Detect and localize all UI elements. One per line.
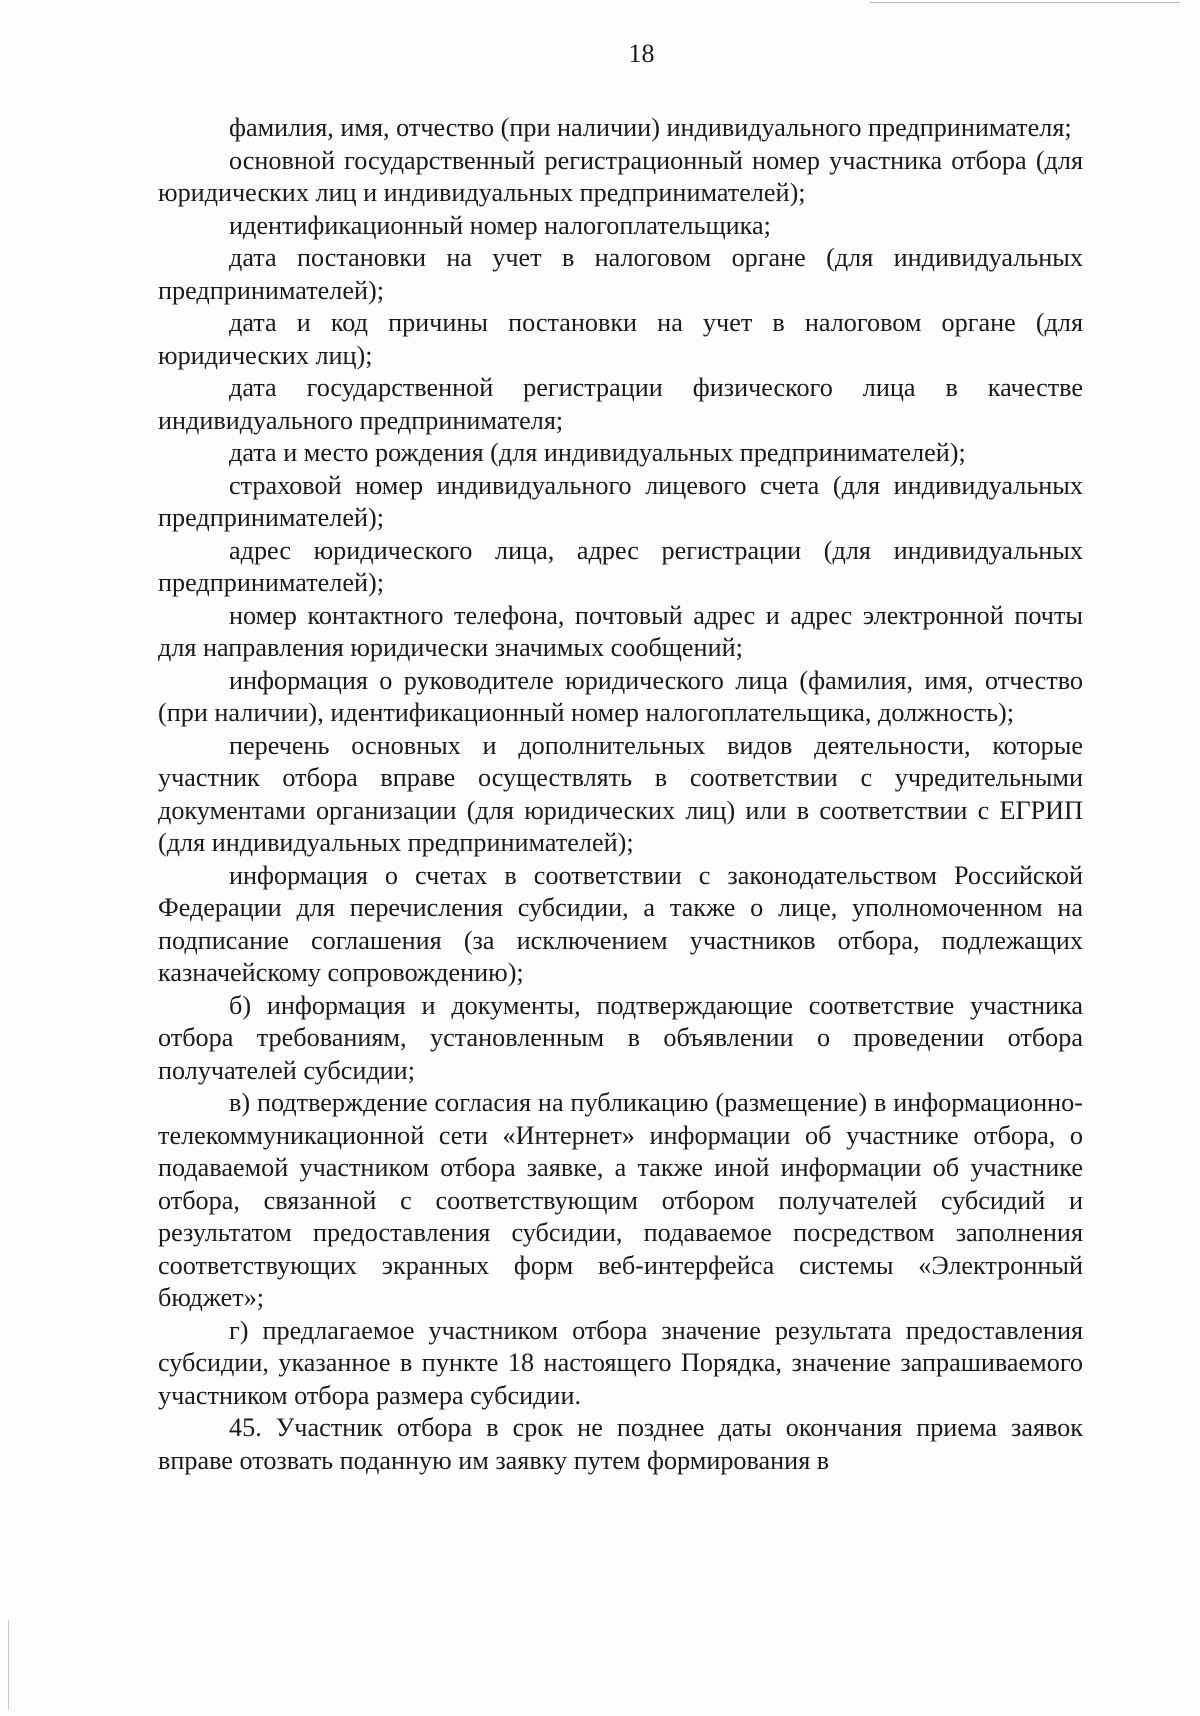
paragraph: дата и место рождения (для индивидуальных предпринимателей); bbox=[229, 438, 966, 467]
paragraph: перечень основных и дополнительных видов деятельности, которые участник отбора вправе осуществлять в соответствии с учредительными документами организации (для юридических лиц) или в соответствии с ЕГРИП (для индивидуальных предпринимателей); bbox=[158, 730, 1083, 857]
scan-edge-mark bbox=[8, 1620, 9, 1710]
paragraph: в) подтверждение согласия на публикацию (размещение) в информационно-телекоммуникационной сети «Интернет» информации об участнике отбора, о подаваемой участником отбора заявке, а также иной информации об участнике отбора, связанной с соответствующим отбором получателей субсидий и результатом предоставления субсидии, подаваемое посредством заполнения соответствующих экранных форм веб-интерфейса системы «Электронный бюджет»; bbox=[158, 1088, 1083, 1312]
paragraph: дата и код причины постановки на учет в налоговом органе (для юридических лиц); bbox=[158, 308, 1083, 370]
paragraph: страховой номер индивидуального лицевого счета (для индивидуальных предпринимателей); bbox=[158, 470, 1083, 532]
paragraph: г) предлагаемое участником отбора значение результата предоставления субсидии, указанное в пункте 18 настоящего Порядка, значение запрашиваемого участником отбора размера субсидии. bbox=[158, 1315, 1083, 1410]
document-body bbox=[158, 112, 1083, 1477]
paragraph: информация о счетах в соответствии с законодательством Российской Федерации для перечисления субсидии, а также о лице, уполномоченном на подписание соглашения (за исключением участников отбора, подлежащих казначейскому сопровождению); bbox=[158, 860, 1083, 987]
paragraph: идентификационный номер налогоплательщика; bbox=[229, 210, 771, 240]
paragraph: б) информация и документы, подтверждающие соответствие участника отбора требованиям, установленным в объявлении о проведении отбора получателей субсидии; bbox=[158, 990, 1083, 1085]
paragraph: 45. Участник отбора в срок не позднее даты окончания приема заявок вправе отозвать поданную им заявку путем формирования в bbox=[158, 1413, 1083, 1475]
scan-top-rule bbox=[870, 2, 1180, 3]
paragraph: дата постановки на учет в налоговом органе (для индивидуальных предпринимателей); bbox=[158, 243, 1083, 305]
paragraph: основной государственный регистрационный номер участника отбора (для юридических лиц и индивидуальных предпринимателей); bbox=[158, 145, 1083, 207]
paragraph: адрес юридического лица, адрес регистрации (для индивидуальных предпринимателей); bbox=[158, 535, 1083, 597]
paragraph: дата государственной регистрации физического лица в качестве индивидуального предпринимателя; bbox=[158, 373, 1083, 435]
page-number: 18 bbox=[628, 39, 655, 68]
paragraph: номер контактного телефона, почтовый адрес и адрес электронной почты для направления юридически значимых сообщений; bbox=[158, 600, 1083, 662]
paragraph: информация о руководителе юридического лица (фамилия, имя, отчество (при наличии), идентификационный номер налогоплательщика, должность); bbox=[158, 665, 1083, 727]
paragraph: фамилия, имя, отчество (при наличии) индивидуального предпринимателя; bbox=[229, 113, 1072, 142]
